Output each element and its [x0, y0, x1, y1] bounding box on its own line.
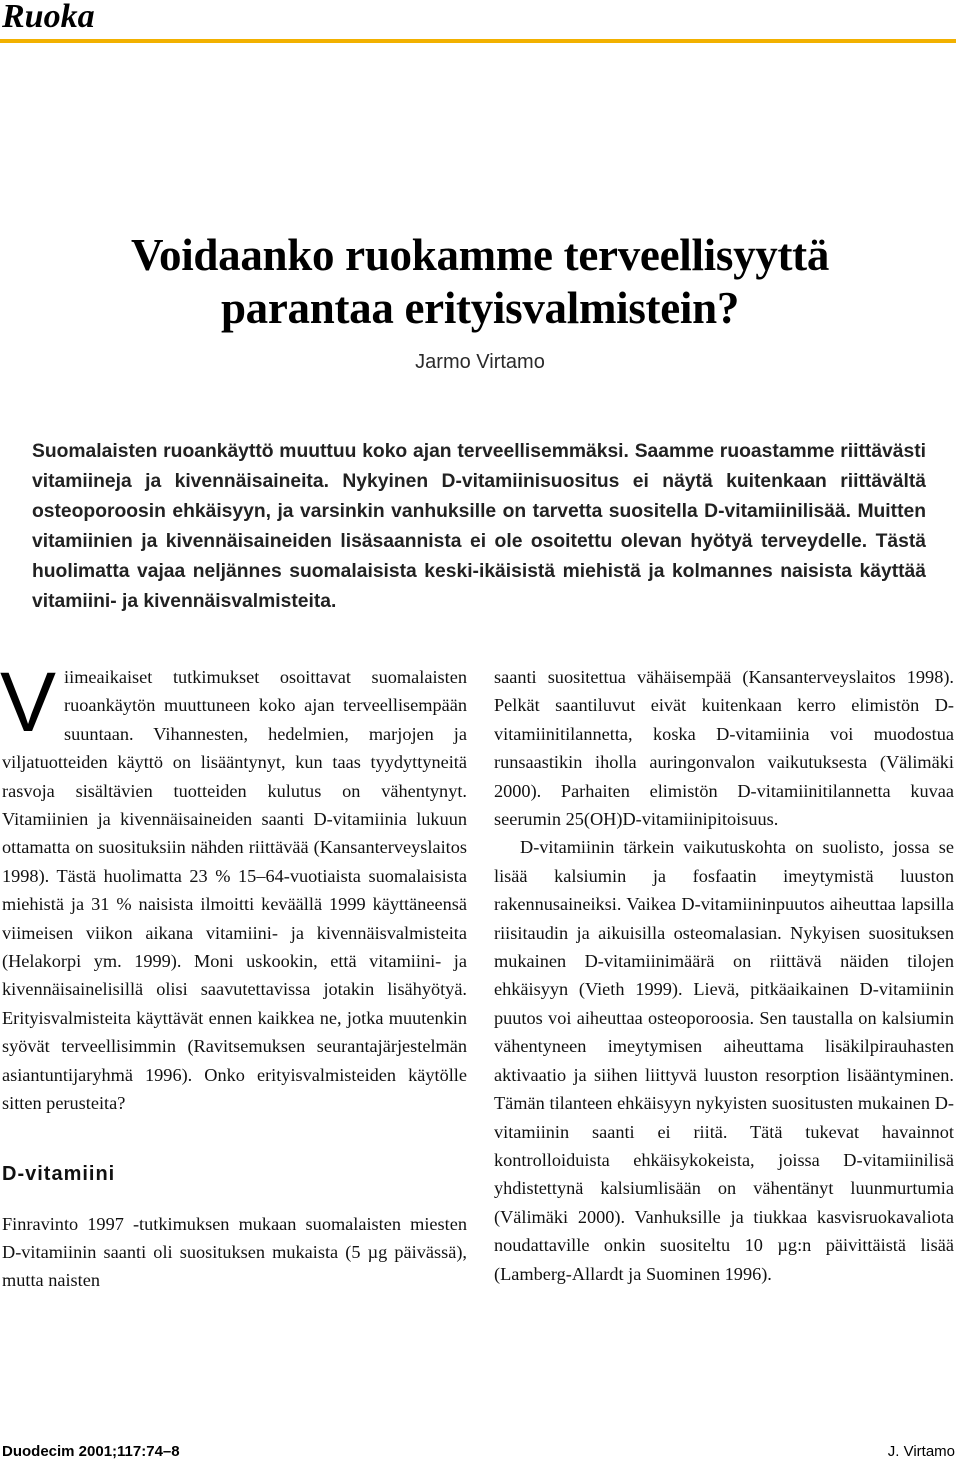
- footer-citation: Duodecim 2001;117:74–8: [2, 1443, 180, 1460]
- right-paragraph-1: saanti suositettua vähäisempää (Kansanterveyslaitos 1998). Pelkät saantiluvut eivät kuitenkaan kerro elimistön D-vitamiinitilannetta, koska D-vitamiinia voi muodostua runsaastikin iholla auringonvalon vaikutuksesta (Välimäki 2000). Parhaiten elimistön D-vitamiinitilannetta kuvaa seerumin 25(OH)D-vitamiinipitoisuus.: [494, 667, 954, 830]
- header-rule: [0, 39, 956, 43]
- right-column: [494, 663, 954, 1288]
- footer-author: J. Virtamo: [887, 1443, 955, 1460]
- section-label: Ruoka: [2, 0, 95, 35]
- subheading-d-vitamiini: D-vitamiini: [2, 1162, 116, 1185]
- left-paragraph-2: Finravinto 1997 -tutkimuksen mukaan suomalaisten miesten D-vitamiinin saanti oli suosituksen mukaista (5 µg päivässä), mutta naisten: [2, 1213, 467, 1291]
- right-paragraph-2: D-vitamiinin tärkein vaikutuskohta on suolisto, jossa se lisää kalsiumin ja fosfaatin imeytymistä luuston rakennusaineiksi. Vaikea D-vitamiininpuutos aiheuttaa lapsilla riisitaudin ja aikuisilla osteomalasian. Nykyisen suosituksen mukainen D-vitamiinimäärä on riittävä näiden tilojen ehkäisyyn (Vieth 1999). Lievä, pitkäaikainen D-vitamiinin puutos voi aiheuttaa osteoporoosia. Sen taustalla on kalsiumin vähentyneen imeytymisen aiheuttama lisäkilpirauhasten aktivaatio ja siihen liittyvä luuston resorption lisääntyminen. Tämän tilanteen ehkäisyyn nykyisten suositusten mukainen D-vitamiinin saanti ei riitä. Tätä tukevat havainnot kontrolloiduista ehkäisykokeista, joissa D-vitamiinilisä yhdistettynä kalsiumlisään on vähentänyt luunmurtumia (Välimäki 2000). Vanhuksille ja tiukkaa kasvisruokavaliota noudattaville onkin suositeltu 10 µg:n päivittäistä lisää (Lamberg-Allardt ja Suominen 1996).: [494, 837, 954, 1284]
- author-name: Jarmo Virtamo: [415, 351, 545, 373]
- left-column: [0, 655, 467, 1295]
- drop-cap: V: [0, 655, 57, 749]
- abstract: Suomalaisten ruoankäyttö muuttuu koko ajan terveellisemmäksi. Saamme ruoastamme riittävästi vitamiineja ja kivennäisaineita. Nykyinen D-vitamiinisuositus ei näytä kuitenkaan riittävältä osteoporoosin ehkäisyyn, ja varsinkin vanhuksille on tarvetta suositella D-vitamiinilisää. Muitten vitamiinien ja kivennäisaineiden lisäsaannista ei ole osoitettu olevan hyötyä terveydelle. Tästä huolimatta vajaa neljännes suomalaisista keski-ikäisistä miehistä ja kolmannes naisista käyttää vitamiini- ja kivennäisvalmisteita.: [32, 441, 926, 612]
- intro-paragraph: [0, 655, 467, 1118]
- article-title-line-1: Voidaanko ruokamme terveellisyyttä: [130, 230, 830, 280]
- intro-text: iimeaikaiset tutkimukset osoittavat suomalaisten ruoankäytön muuttuneen koko ajan terveellisempään suuntaan. Vihannesten, hedelmien, marjojen ja viljatuotteiden käyttö on lisääntynyt, kun taas tyydyttyneitä rasvoja sisältävien tuotteiden kulutus on vähentynyt. Vitamiinien ja kivennäisaineiden saanti D-vitamiinia lukuun ottamatta on suosituksiin nähden riittävää (Kansanterveyslaitos 1998). Tästä huolimatta 23 % 15–64-vuotiaista suomalaisista miehistä ja 31 % naisista ilmoitti keväällä 1999 käyttäneensä viimeisen viikon aikana vitamiini- ja kivennäisvalmisteita (Helakorpi ym. 1999). Moni uskookin, että vitamiini- ja kivennäisainelisillä olisi saavutettavissa jotakin lisähyötyä. Erityisvalmisteita käyttävät ennen kaikkea ne, jotka muutenkin syövät terveellisimmin (Ravitsemuksen seurantajärjestelmän asiantuntijaryhmä 1996). Onko erityisvalmisteiden käytölle sitten perusteita?: [2, 667, 467, 1114]
- article-title-line-2: parantaa erityisvalmistein?: [220, 283, 740, 333]
